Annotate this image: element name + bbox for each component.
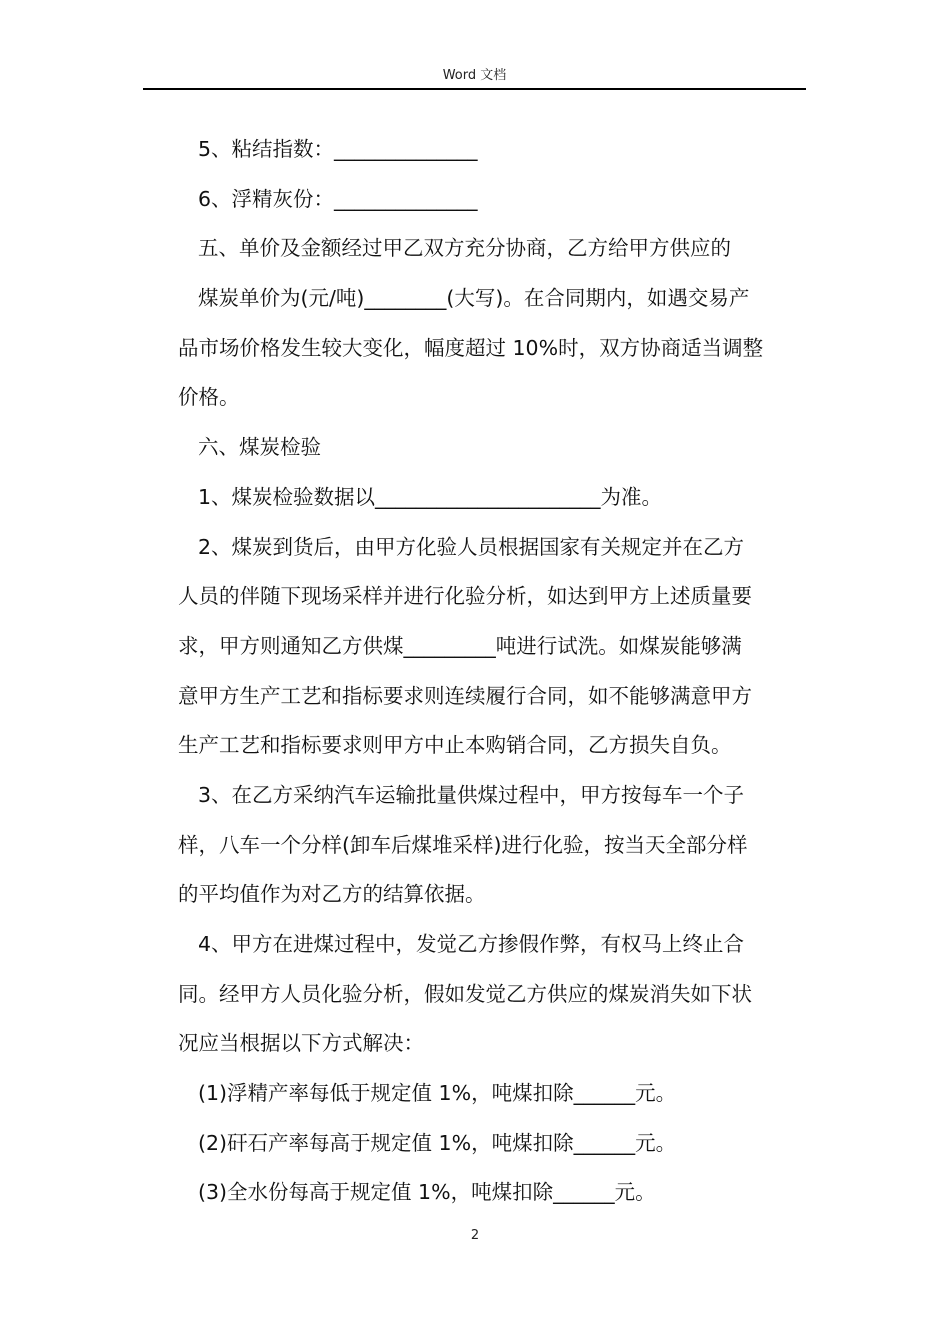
paragraph-line: 3、在乙方采纳汽车运输批量供煤过程中，甲方按每车一个子 <box>198 782 745 807</box>
paragraph-line: 五、单价及金额经过甲乙双方充分协商，乙方给甲方供应的 <box>198 236 731 261</box>
paragraph-line: 煤炭单价为(元/吨)________(大写)。在合同期内，如遇交易产 <box>198 286 750 311</box>
paragraph-line: 1、煤炭检验数据以______________________为准。 <box>198 484 663 509</box>
document-body <box>178 125 804 1218</box>
paragraph-line: 同。经甲方人员化验分析，假如发觉乙方供应的煤炭消失如下状 <box>178 981 752 1006</box>
paragraph-line: 6、浮精灰份：______________ <box>198 186 478 211</box>
header-title: Word 文档 <box>442 68 507 83</box>
list-item: (1)浮精产率每低于规定值 1%，吨煤扣除______元。 <box>198 1081 677 1106</box>
page-header <box>143 64 806 90</box>
paragraph-line: 况应当根据以下方式解决： <box>178 1031 424 1056</box>
section-heading: 六、煤炭检验 <box>198 435 321 460</box>
paragraph-line: 2、煤炭到货后，由甲方化验人员根据国家有关规定并在乙方 <box>198 534 745 559</box>
paragraph-line: 样，八车一个分样(卸车后煤堆采样)进行化验，按当天全部分样 <box>178 832 748 857</box>
page-number: 2 <box>470 1228 480 1243</box>
paragraph-line: 人员的伴随下现场采样并进行化验分析，如达到甲方上述质量要 <box>178 584 752 609</box>
paragraph-line: 求，甲方则通知乙方供煤_________吨进行试洗。如煤炭能够满 <box>178 633 742 658</box>
list-item: (2)矸石产率每高于规定值 1%，吨煤扣除______元。 <box>198 1130 677 1155</box>
list-item: (3)全水份每高于规定值 1%，吨煤扣除______元。 <box>198 1180 656 1205</box>
paragraph-line: 意甲方生产工艺和指标要求则连续履行合同，如不能够满意甲方 <box>178 683 752 708</box>
paragraph-line: 价格。 <box>178 385 240 410</box>
paragraph-line: 的平均值作为对乙方的结算依据。 <box>178 882 486 907</box>
paragraph-line: 品市场价格发生较大变化，幅度超过 10%时，双方协商适当调整 <box>178 335 764 360</box>
paragraph-line: 生产工艺和指标要求则甲方中止本购销合同，乙方损失自负。 <box>178 733 732 758</box>
paragraph-line: 4、甲方在进煤过程中，发觉乙方掺假作弊，有权马上终止合 <box>198 932 745 956</box>
page-footer <box>0 1228 950 1243</box>
paragraph-line: 5、粘结指数：______________ <box>198 137 478 161</box>
